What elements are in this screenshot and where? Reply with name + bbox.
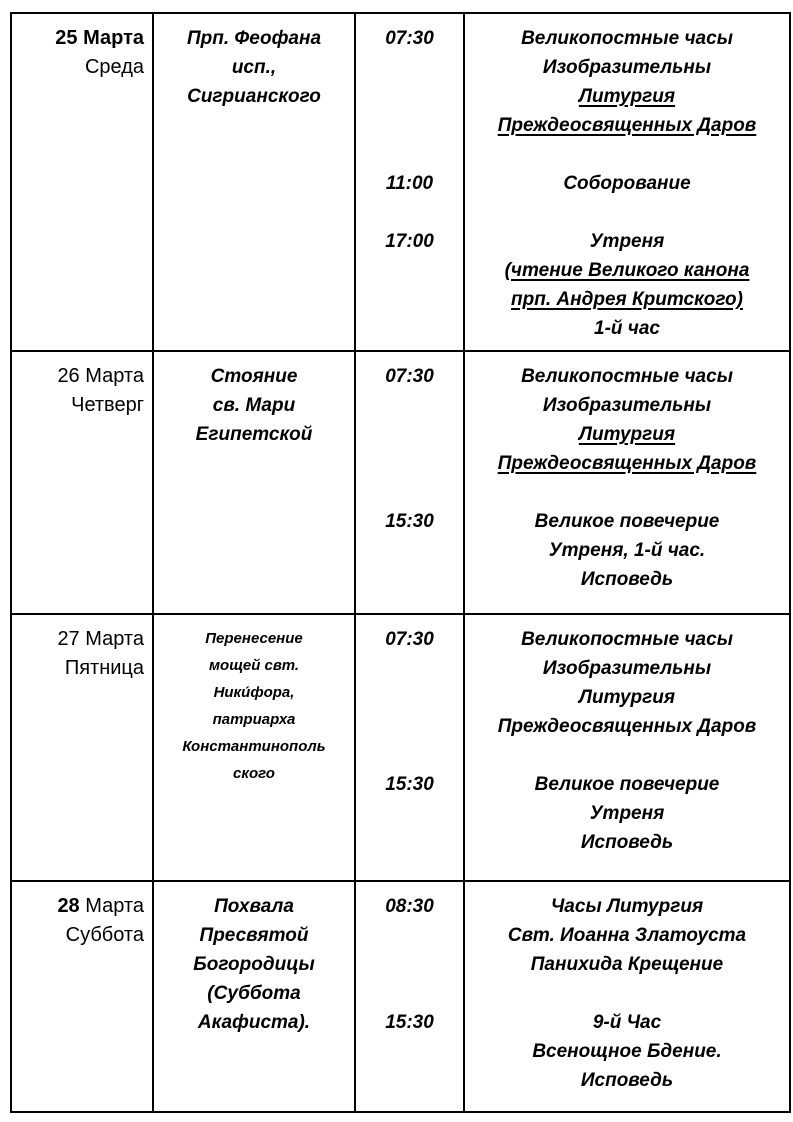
service-group: [465, 169, 789, 198]
date-line: [12, 362, 144, 391]
date-line: [12, 654, 144, 683]
schedule-row: [11, 13, 790, 351]
time-label: 07:30: [385, 28, 434, 49]
service-group: [465, 770, 789, 857]
services-cell: [464, 614, 790, 881]
service-line: Литургия: [578, 687, 676, 708]
service-line: Литургия: [578, 86, 676, 107]
feast-line: Акафиста).: [197, 1012, 311, 1033]
schedule-table: [10, 12, 791, 1113]
feast-line: исп.,: [231, 57, 277, 78]
services-cell: [464, 881, 790, 1112]
date-line: [12, 921, 144, 950]
time-group: [356, 227, 463, 343]
service-line: Утреня: [589, 231, 665, 252]
time-label: 07:30: [385, 629, 434, 650]
schedule-row: [11, 881, 790, 1112]
schedule-row: [11, 351, 790, 614]
service-line: 9-й Час: [592, 1012, 662, 1033]
date-text: 28: [57, 895, 80, 917]
service-line: Часы Литургия: [550, 896, 704, 917]
service-line: Исповедь: [580, 569, 674, 590]
date-line: [12, 24, 144, 53]
services-cell: [464, 13, 790, 351]
date-line: [12, 892, 144, 921]
service-line: Изобразительны: [542, 395, 712, 416]
feast-line: (Суббота: [207, 983, 301, 1004]
feast-cell: [153, 614, 355, 881]
service-line: 1-й час: [594, 318, 660, 339]
service-line: прп. Андрея Критского): [511, 289, 743, 310]
time-label: 07:30: [385, 366, 434, 387]
time-label: 17:00: [385, 231, 434, 252]
date-line: [12, 391, 144, 420]
feast-line: патриарха: [212, 711, 296, 728]
service-line: Исповедь: [580, 1070, 674, 1091]
service-group: [465, 507, 789, 594]
date-text: Суббота: [65, 924, 144, 946]
feast-line: св. Мари: [212, 395, 296, 416]
feast-line: Пресвятой: [199, 925, 309, 946]
feast-line: ского: [233, 765, 275, 782]
date-text: 27 Марта: [57, 628, 144, 650]
time-group: [356, 507, 463, 594]
date-cell: [11, 881, 153, 1112]
service-line: Утреня, 1-й час.: [548, 540, 706, 561]
time-label: 15:30: [385, 511, 434, 532]
date-cell: [11, 13, 153, 351]
time-group: [356, 362, 463, 478]
date-cell: [11, 351, 153, 614]
service-line: Панихида Крещение: [530, 954, 724, 975]
service-line: Великопостные часы: [521, 629, 733, 650]
service-line: Исповедь: [580, 832, 674, 853]
service-line: Великое повечерие: [534, 511, 720, 532]
service-line: Утреня: [589, 803, 665, 824]
time-label: 11:00: [385, 173, 434, 194]
date-line: [12, 625, 144, 654]
date-text: Среда: [84, 56, 144, 78]
feast-line: Похвала: [214, 896, 294, 917]
feast-line: Прп. Феофана: [186, 28, 322, 49]
service-line: Преждеосвященных Даров: [497, 453, 757, 474]
time-cell: [355, 13, 464, 351]
feast-cell: [153, 351, 355, 614]
feast-line: Сигрианского: [187, 86, 321, 107]
time-cell: [355, 351, 464, 614]
service-line: Изобразительны: [542, 57, 712, 78]
service-line: Литургия: [578, 424, 676, 445]
service-line: Великопостные часы: [521, 366, 733, 387]
feast-line: Египетской: [195, 424, 313, 445]
schedule-row: [11, 614, 790, 881]
service-group: [465, 227, 789, 343]
time-cell: [355, 881, 464, 1112]
service-line: Соборование: [563, 173, 691, 194]
service-line: Изобразительны: [542, 658, 712, 679]
feast-line: Стояние: [210, 366, 298, 387]
feast-line: Перенесение: [205, 630, 303, 647]
service-group: [465, 625, 789, 741]
service-line: (чтение Великого канона: [504, 260, 750, 281]
feast-line: Константинополь: [182, 738, 326, 755]
feast-line: Ники́фора,: [213, 684, 295, 701]
time-group: [356, 892, 463, 979]
service-group: [465, 1008, 789, 1095]
time-group: [356, 1008, 463, 1095]
service-line: Всенощное Бдение.: [532, 1041, 722, 1062]
date-text: 25 Марта: [55, 27, 144, 49]
service-group: [465, 362, 789, 478]
service-group: [465, 24, 789, 140]
feast-line: мощей свт.: [208, 657, 300, 674]
time-cell: [355, 614, 464, 881]
date-text: Марта: [79, 895, 144, 917]
services-cell: [464, 351, 790, 614]
date-cell: [11, 614, 153, 881]
service-line: Преждеосвященных Даров: [497, 115, 757, 136]
service-line: Преждеосвященных Даров: [497, 716, 757, 737]
date-line: [12, 53, 144, 82]
feast-cell: [153, 13, 355, 351]
time-label: 08:30: [385, 896, 434, 917]
date-text: 26 Марта: [57, 365, 144, 387]
service-line: Великое повечерие: [534, 774, 720, 795]
service-group: [465, 892, 789, 979]
time-group: [356, 24, 463, 140]
feast-line: Богородицы: [193, 954, 315, 975]
service-line: Свт. Иоанна Златоуста: [507, 925, 747, 946]
time-group: [356, 625, 463, 741]
time-group: [356, 169, 463, 198]
time-label: 15:30: [385, 1012, 434, 1033]
time-group: [356, 770, 463, 857]
date-text: Пятница: [64, 657, 144, 679]
feast-cell: [153, 881, 355, 1112]
schedule-table-body: [11, 13, 790, 1112]
time-label: 15:30: [385, 774, 434, 795]
date-text: Четверг: [71, 394, 144, 416]
service-line: Великопостные часы: [521, 28, 733, 49]
